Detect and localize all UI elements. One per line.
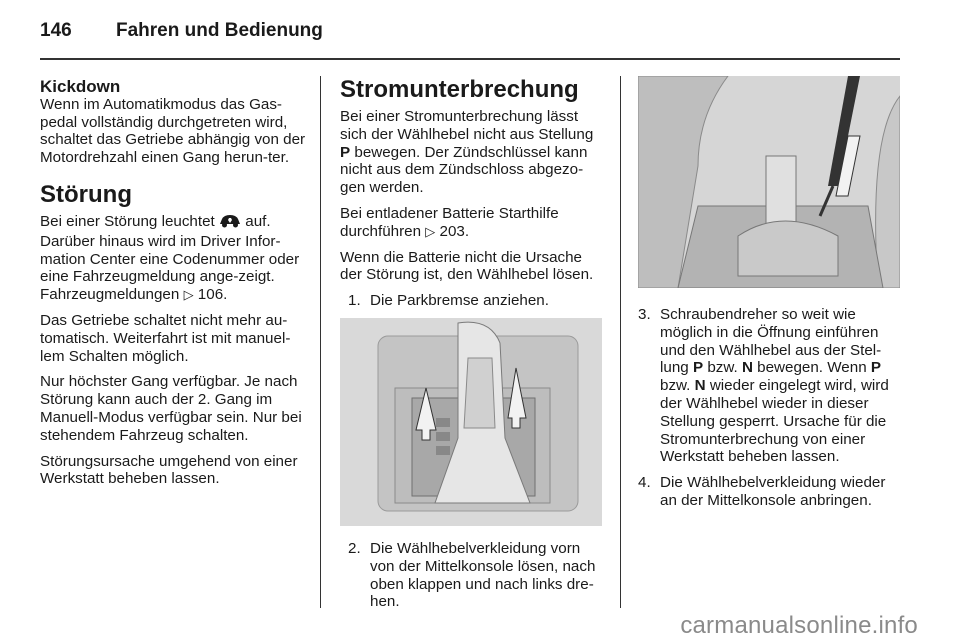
strom-p2: Bei entladener Batterie Starthilfe durchführen ▷ 203. — [340, 204, 559, 240]
screwdriver-release-illustration — [638, 76, 900, 288]
stoerung-heading: Störung — [40, 180, 132, 208]
gear-lever-illustration — [340, 318, 602, 526]
column-1 — [40, 76, 306, 496]
kickdown-text: Wenn im Automatikmodus das Gas-pedal vollständig durchgetreten wird, schaltet das Getriebe abhängig von der Motordrehzahl einen Gang herun-ter. — [40, 95, 306, 167]
kickdown-heading: Kickdown — [40, 77, 121, 96]
watermark: carmanualsonline.info — [680, 612, 918, 639]
strom-p1: Bei einer Stromunterbrechung lässt sich der Wählhebel nicht aus Stellung P bewegen. Der Zündschlüssel kann nicht aus dem Zündschloss abgezo-gen werden. — [340, 108, 594, 197]
page-reference-arrow-icon: ▷ — [183, 287, 194, 303]
page-number: 146 — [40, 20, 72, 41]
list-item: 4. Die Wählhebelverkleidung wieder an der Mittelkonsole anbringen. — [638, 474, 886, 509]
page-header — [40, 20, 900, 56]
stoerung-p1: Bei einer Störung leuchtet auf. Darüber hinaus wird im Driver Infor-mation Center eine Codenummer oder eine Fahrzeugmeldung ange-zeigt. Fahrzeugmeldungen ▷ 106. — [40, 212, 300, 304]
running-title: Fahren und Bedienung — [116, 20, 323, 41]
column-divider-1 — [320, 76, 321, 608]
column-divider-2 — [620, 76, 621, 608]
list-item: 3. Schraubendreher so weit wie möglich in die Öffnung einführen und den Wählhebel aus der Stel-lung P bzw. N bewegen. Wenn P bzw. N wieder eingelegt wird, wird der Wählhebel wieder in dieser Stellung gesperrt. Ursache für die Stromunterbrechung von einer Werkstatt beheben lassen. — [638, 306, 889, 466]
stoerung-p4: Störungsursache umgehend von einer Werkstatt beheben lassen. — [40, 452, 298, 488]
stoerung-p3: Nur höchster Gang verfügbar. Je nach Störung kann auch der 2. Gang im Manuell-Modus verfügbar sein. Nur bei stehendem Fahrzeug schalten. — [40, 373, 302, 444]
header-rule — [40, 58, 900, 60]
page-reference-arrow-icon: ▷ — [425, 223, 436, 239]
car-gearbox-warning-icon — [219, 214, 241, 233]
stoerung-p2: Das Getriebe schaltet nicht mehr au-tomatisch. Weiterfahrt ist mit manuel-lem Schalten möglich. — [40, 311, 291, 365]
strom-heading: Stromunterbrechung — [340, 76, 579, 103]
column-3 — [638, 76, 900, 518]
list-item: 1. Die Parkbremse anziehen. — [348, 292, 549, 310]
list-item: 2. Die Wählhebelverkleidung vorn von der Mittelkonsole lösen, nach oben klappen und nach links dre-hen. — [348, 539, 596, 611]
column-2 — [340, 76, 604, 619]
strom-p3: Wenn die Batterie nicht die Ursache der Störung ist, den Wählhebel lösen. — [340, 248, 594, 284]
